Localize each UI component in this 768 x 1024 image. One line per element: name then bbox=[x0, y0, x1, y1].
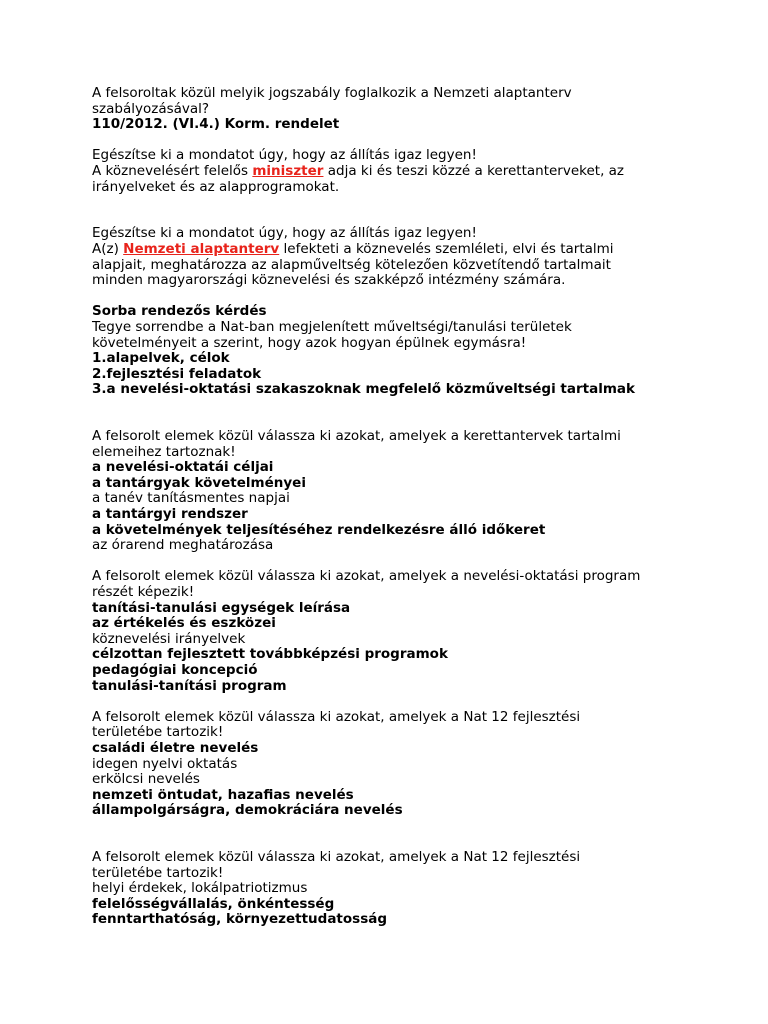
option-correct: tanítási-tanulási egységek leírása bbox=[92, 599, 351, 616]
question-8 bbox=[92, 850, 692, 928]
option-correct: állampolgárságra, demokráciára nevelés bbox=[92, 802, 403, 819]
question-text: alapjait, meghatározza az alapműveltség kötelezően közvetítendő tartalmait bbox=[92, 256, 611, 273]
option-correct: fenntarthatóság, környezettudatosság bbox=[92, 911, 388, 928]
question-text: szabályozásával? bbox=[92, 100, 210, 117]
option-incorrect: idegen nyelvi oktatás bbox=[92, 755, 238, 772]
option-correct: az értékelés és eszközei bbox=[92, 615, 276, 632]
option-correct: tanulási-tanítási program bbox=[92, 677, 287, 694]
document-page bbox=[92, 86, 692, 928]
option-correct: családi életre nevelés bbox=[92, 739, 259, 756]
sentence-start: A köznevelésért felelős bbox=[92, 162, 253, 179]
question-text: A felsorolt elemek közül válassza ki azokat, amelyek a Nat 12 fejlesztési bbox=[92, 849, 581, 866]
question-text: területébe tartozik! bbox=[92, 864, 224, 881]
question-text: A felsoroltak közül melyik jogszabály foglalkozik a Nemzeti alaptanterv bbox=[92, 85, 572, 101]
option-correct: pedagógiai koncepció bbox=[92, 661, 258, 678]
question-sentence bbox=[92, 164, 692, 180]
question-6 bbox=[92, 569, 692, 694]
option-correct: célzottan fejlesztett továbbképzési programok bbox=[92, 646, 448, 663]
option-correct: a tantárgyak követelményei bbox=[92, 474, 306, 491]
question-1 bbox=[92, 86, 692, 133]
sentence-start: A(z) bbox=[92, 240, 124, 257]
answer-item: 3.a nevelési-oktatási szakaszoknak megfelelő közműveltségi tartalmak bbox=[92, 381, 635, 398]
option-incorrect: erkölcsi nevelés bbox=[92, 771, 200, 788]
question-text: A felsorolt elemek közül válassza ki azokat, amelyek a kerettantervek tartalmi bbox=[92, 428, 621, 445]
question-text: elemeihez tartoznak! bbox=[92, 443, 236, 460]
option-incorrect: helyi érdekek, lokálpatriotizmus bbox=[92, 880, 308, 897]
question-text: irányelveket és az alapprogramokat. bbox=[92, 178, 340, 195]
option-incorrect: az órarend meghatározása bbox=[92, 537, 274, 554]
question-5 bbox=[92, 429, 692, 554]
question-text: követelményeit a szerint, hogy azok hogyan épülnek egymásra! bbox=[92, 334, 527, 351]
option-correct: felelősségvállalás, önkéntesség bbox=[92, 895, 335, 912]
option-correct: a követelmények teljesítéséhez rendelkezésre álló időkeret bbox=[92, 521, 546, 538]
question-text: A felsorolt elemek közül válassza ki azokat, amelyek a Nat 12 fejlesztési bbox=[92, 708, 581, 725]
option-incorrect: a tanév tanításmentes napjai bbox=[92, 490, 290, 507]
option-incorrect: köznevelési irányelvek bbox=[92, 630, 246, 647]
question-2 bbox=[92, 148, 692, 195]
question-text: A felsorolt elemek közül válassza ki azokat, amelyek a nevelési-oktatási program bbox=[92, 568, 641, 585]
question-sentence bbox=[92, 242, 692, 258]
answer-text: 110/2012. (VI.4.) Korm. rendelet bbox=[92, 116, 340, 133]
answer-fill-in: miniszter bbox=[252, 162, 324, 179]
question-text: részét képezik! bbox=[92, 584, 195, 600]
question-4 bbox=[92, 304, 692, 398]
question-text: területébe tartozik! bbox=[92, 724, 224, 741]
question-text: Egészítse ki a mondatot úgy, hogy az állítás igaz legyen! bbox=[92, 147, 477, 164]
question-text: Egészítse ki a mondatot úgy, hogy az állítás igaz legyen! bbox=[92, 225, 477, 242]
answer-item: 2.fejlesztési feladatok bbox=[92, 365, 262, 382]
sentence-end: adja ki és teszi közzé a kerettanterveket, az bbox=[323, 162, 625, 179]
question-title: Sorba rendezős kérdés bbox=[92, 303, 267, 320]
option-correct: a tantárgyi rendszer bbox=[92, 506, 248, 523]
option-correct: a nevelési-oktatái céljai bbox=[92, 459, 274, 476]
option-correct: nemzeti öntudat, hazafias nevelés bbox=[92, 786, 354, 803]
question-7 bbox=[92, 710, 692, 819]
question-text: minden magyarországi köznevelési és szakképző intézmény számára. bbox=[92, 272, 566, 289]
sentence-end: lefekteti a köznevelés szemléleti, elvi és tartalmi bbox=[279, 240, 614, 257]
question-3 bbox=[92, 226, 692, 288]
answer-fill-in: Nemzeti alaptanterv bbox=[123, 240, 280, 257]
question-text: Tegye sorrendbe a Nat-ban megjelenített műveltségi/tanulási területek bbox=[92, 318, 572, 335]
answer-item: 1.alapelvek, célok bbox=[92, 350, 230, 367]
